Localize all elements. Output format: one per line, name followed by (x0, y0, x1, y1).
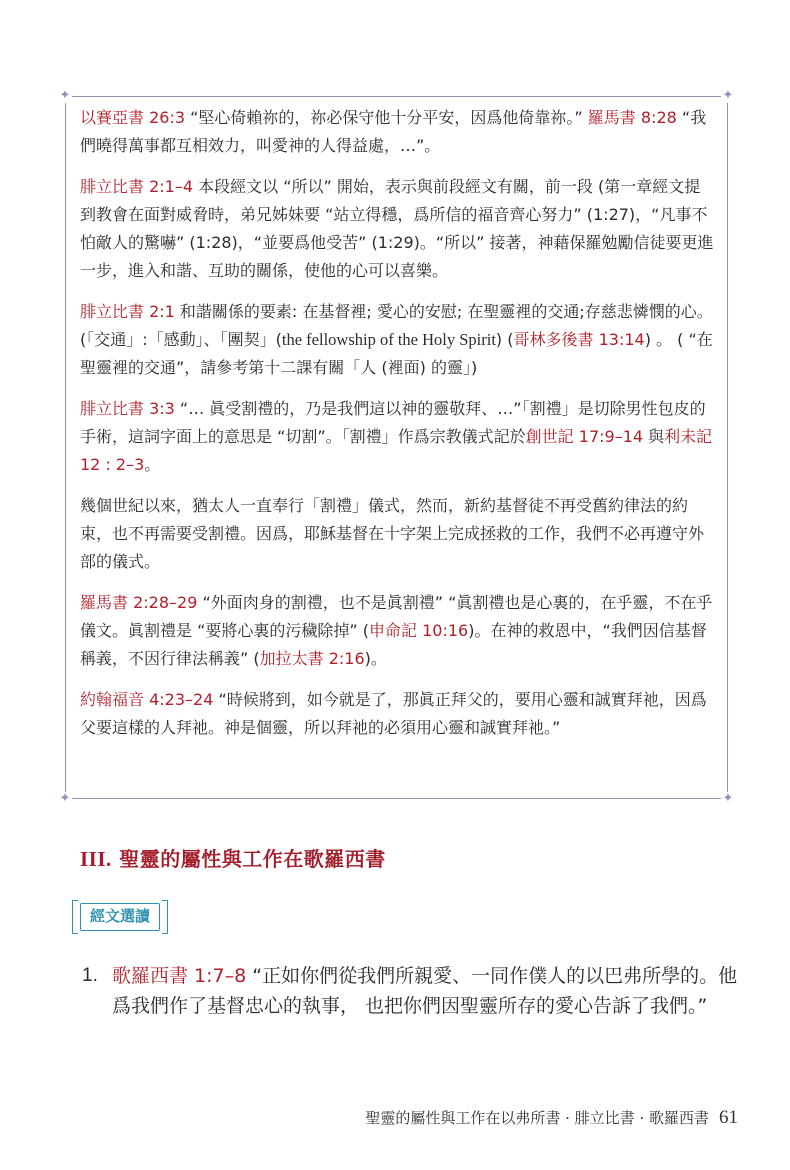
note-text: 與 (643, 427, 665, 446)
note-text: 幾個世紀以來，猶太人一直奉行「割禮」儀式，然而，新約基督徒不再受舊約律法的約束，也不再需要受割禮。因爲，耶穌基督在十字架上完成拯救的工作，我們不必再遵守外部的儀式。 (80, 496, 705, 571)
note-text: “外面肉身的割禮，也不是眞割禮” “眞割禮也是心裏的，在乎靈，不在乎儀文。眞割禮是 “要將心裏的污穢除掉” ( (80, 593, 713, 640)
reading-verse: “正如你們從我們所親愛、一同作僕人的以巴弗所學的。他爲我們作了基督忠心的執事， 也把你們因聖靈所存的愛心告訴了我們。” (112, 965, 738, 1017)
commentary-notes (80, 104, 716, 755)
note-romans-2 (80, 589, 716, 673)
reading-text (112, 961, 742, 1021)
scripture-reading (82, 961, 742, 1021)
page-number: 61 (719, 1107, 738, 1128)
note-philippians-2-1-4 (80, 173, 716, 285)
note-text: 。 (144, 455, 161, 474)
scripture-reference: 羅馬書 2:28–29 (80, 593, 198, 612)
note-circumcision-history (80, 492, 716, 576)
corner-ornament-icon: ✦ (722, 791, 734, 806)
scripture-reference: 約翰福音 4:23–24 (80, 690, 214, 709)
note-text: “時候將到，如今就是了，那眞正拜父的，要用心靈和誠實拜祂，因爲父要這樣的人拜祂。神是個靈，所以拜祂的必須用心靈和誠實拜祂。” (80, 690, 707, 737)
scripture-reference: 腓立比書 3:3 (80, 399, 175, 418)
page-footer (365, 1107, 738, 1129)
corner-ornament-icon: ✦ (59, 791, 71, 806)
note-text: )。在神的救恩中，“我們因信基督稱義，不因行律法稱義” ( (80, 621, 707, 668)
reading-tag-label: 經文選讀 (80, 903, 160, 931)
scripture-reference: 加拉太書 2:16 (259, 649, 365, 668)
section-title-text: 聖靈的屬性與工作在歌羅西書 (119, 847, 386, 871)
note-text: “堅心倚賴祢的，祢必保守他十分平安，因爲他倚靠祢。” (185, 108, 588, 127)
scripture-reference: 以賽亞書 26:3 (80, 108, 186, 127)
section-heading (80, 843, 386, 872)
scripture-reference: 歌羅西書 1:7–8 (112, 965, 247, 987)
note-text: ) ( (495, 330, 514, 349)
reading-tag (72, 900, 168, 934)
note-john-4 (80, 686, 716, 742)
note-philippians-3-3 (80, 395, 716, 479)
note-text: 和諧關係的要素: 在基督裡; 愛心的安慰; 在聖靈裡的交通;存慈悲憐憫的心。(「交通」:「感動」、「團契」( (80, 302, 713, 349)
scripture-reference: 利未記 12 : 2–3 (80, 427, 713, 474)
corner-ornament-icon: ✦ (59, 88, 71, 103)
bracket-left-icon (72, 900, 78, 934)
note-text: “我們曉得萬事都互相效力，叫愛神的人得益處，…”。 (80, 108, 707, 155)
scripture-reference: 申命記 10:16 (369, 621, 469, 640)
note-philippians-2-1 (80, 298, 716, 382)
note-text: )。 (364, 649, 387, 668)
note-text: “… 眞受割禮的，乃是我們這以神的靈敬拜、…”「割禮」是切除男性包皮的手術，這詞字面上的意思是 “切割”。「割禮」作爲宗教儀式記於 (80, 399, 706, 446)
note-text: ) 。 ( “在聖靈裡的交通”，請參考第十二課有關「人 (裡面) 的靈」) (80, 330, 713, 377)
english-phrase: the fellowship of the Holy Spirit (281, 330, 496, 349)
scripture-reference: 哥林多後書 13:14 (513, 330, 645, 349)
bracket-right-icon (162, 900, 168, 934)
reading-number: 1. (82, 965, 98, 986)
note-text: 本段經文以 “所以” 開始，表示與前段經文有關，前一段 (第一章經文提到教會在面對威脅時，弟兄姊妹要 “站立得穩，爲所信的福音齊心努力” (1:27)，“凡事不怕敵人的驚嚇” (1:28)，“並要爲他受苦” (1:29)。“所以” 接著，神藉保羅勉勵信徒要更進一步，進入和諧、互助的關係，使他的心可以喜樂。 (80, 177, 714, 280)
scripture-reference: 羅馬書 8:28 (587, 108, 677, 127)
corner-ornament-icon: ✦ (722, 88, 734, 103)
scripture-reference: 創世記 17:9–14 (525, 427, 644, 446)
note-isaiah-romans (80, 104, 716, 160)
running-title: 聖靈的屬性與工作在以弗所書 · 腓立比書 · 歌羅西書 (365, 1109, 709, 1127)
scripture-reference: 腓立比書 2:1 (80, 302, 175, 321)
scripture-reference: 腓立比書 2:1–4 (80, 177, 194, 196)
section-number: III. (80, 847, 112, 871)
